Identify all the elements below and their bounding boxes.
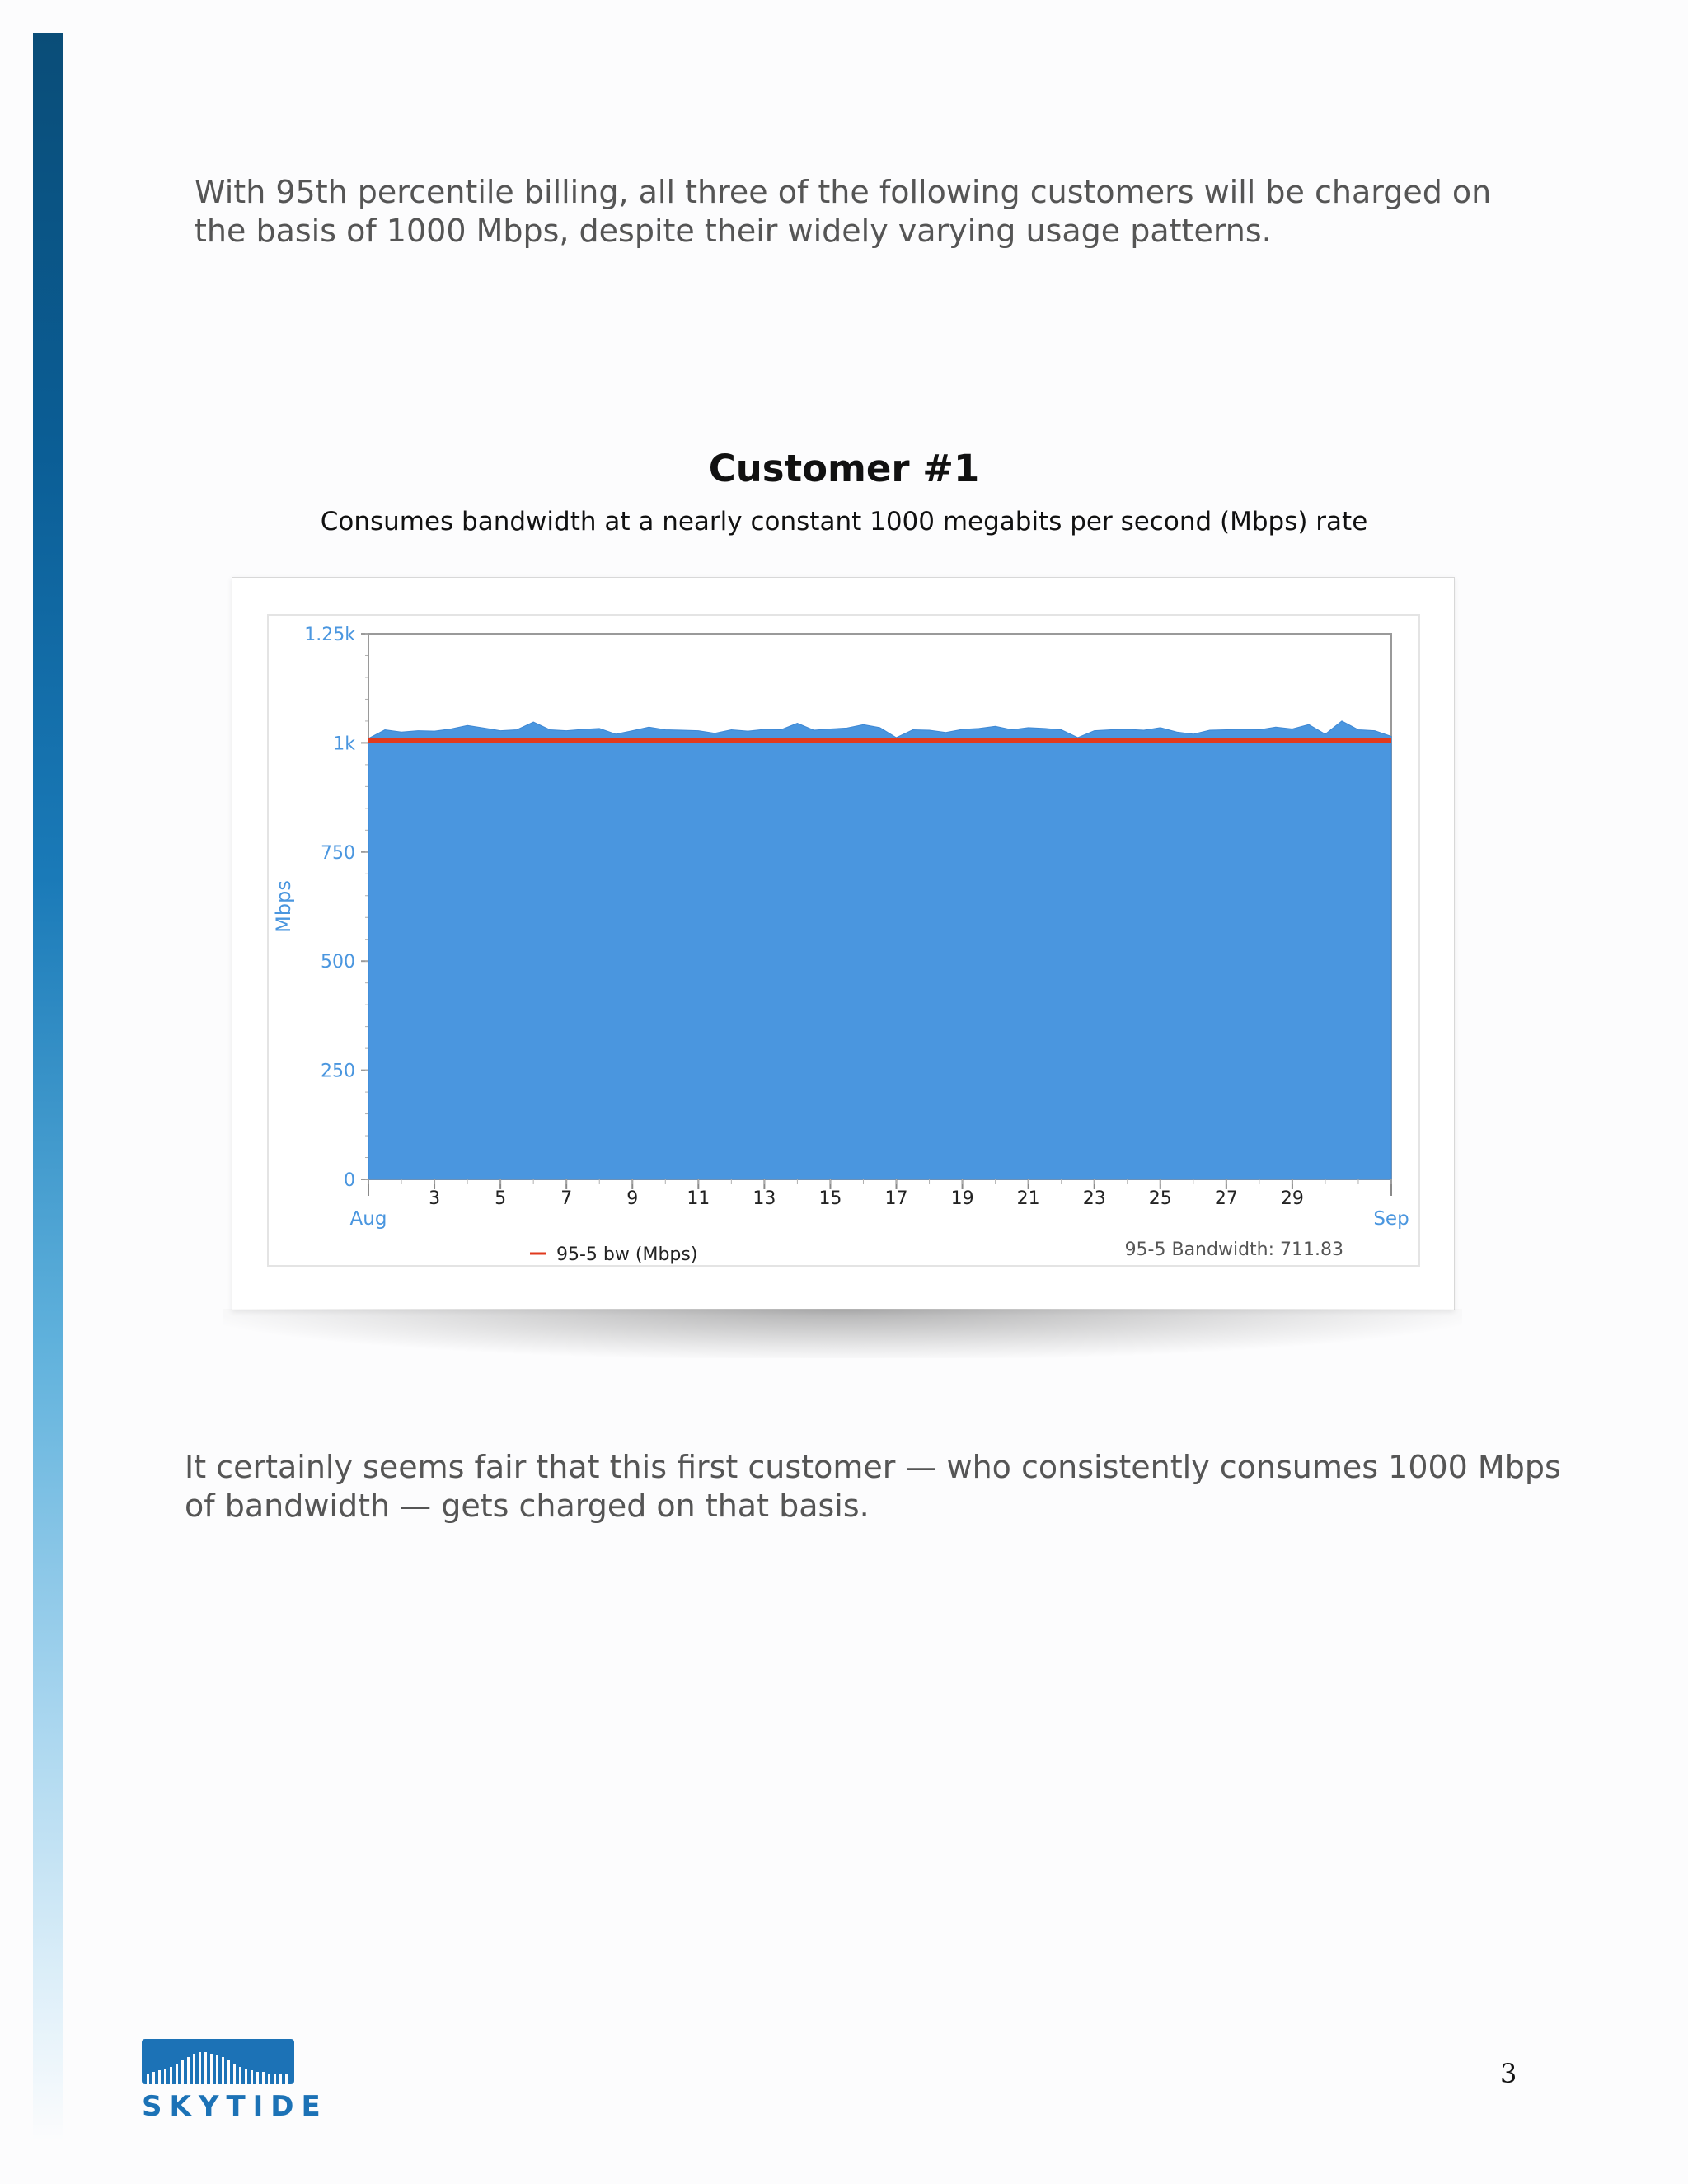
chart-heading: Customer #1 (708, 447, 980, 490)
x-tick-label: 13 (753, 1188, 776, 1209)
x-tick-label: 3 (429, 1188, 441, 1209)
bandwidth-annotation: 95-5 Bandwidth: 711.83 (1124, 1240, 1343, 1260)
page-number: 3 (1500, 2058, 1517, 2089)
chart-frame (232, 577, 1455, 1310)
x-tick-label: 7 (560, 1188, 573, 1209)
intro-paragraph: With 95th percentile billing, all three of the following customers will be charged on the basis of 1000 Mbps, despite their widely varying usage patterns. (195, 174, 1492, 249)
x-tick-label: 25 (1148, 1188, 1172, 1209)
x-tick-label: 27 (1214, 1188, 1238, 1209)
y-tick-label: 250 (321, 1061, 355, 1082)
logo-wordmark: SKYTIDE (142, 2090, 328, 2123)
x-tick-label: 19 (950, 1188, 974, 1209)
legend-label: 95-5 bw (Mbps) (556, 1244, 698, 1265)
x-tick-label: 29 (1280, 1188, 1304, 1209)
x-tick-label: 5 (495, 1188, 507, 1209)
y-tick-label: 1k (333, 733, 355, 755)
y-tick-label: 0 (344, 1170, 355, 1191)
bandwidth-area (368, 721, 1391, 1179)
x-tick-label: 15 (818, 1188, 842, 1209)
bandwidth-chart (232, 578, 1454, 1310)
x-tick-label: 11 (687, 1188, 710, 1209)
outro-paragraph: It certainly seems fair that this first customer — who consistently consumes 1000 Mbps of bandwidth — gets charged on that basis. (185, 1449, 1561, 1524)
decorative-side-bar (33, 33, 63, 2143)
chart-subheading: Consumes bandwidth at a nearly constant 1000 megabits per second (Mbps) rate (320, 507, 1368, 537)
x-tick-label: 21 (1016, 1188, 1040, 1209)
x-tick-label: 17 (884, 1188, 908, 1209)
y-axis-title: Mbps (272, 880, 295, 933)
y-tick-label: 750 (321, 842, 355, 864)
y-tick-label: 500 (321, 952, 355, 973)
x-month-label: Sep (1373, 1208, 1409, 1230)
chart-frame-shadow (223, 1309, 1462, 1358)
y-tick-label: 1.25k (304, 625, 355, 645)
x-tick-label: 23 (1082, 1188, 1106, 1209)
x-tick-label: 9 (626, 1188, 639, 1209)
x-month-label: Aug (349, 1208, 387, 1230)
